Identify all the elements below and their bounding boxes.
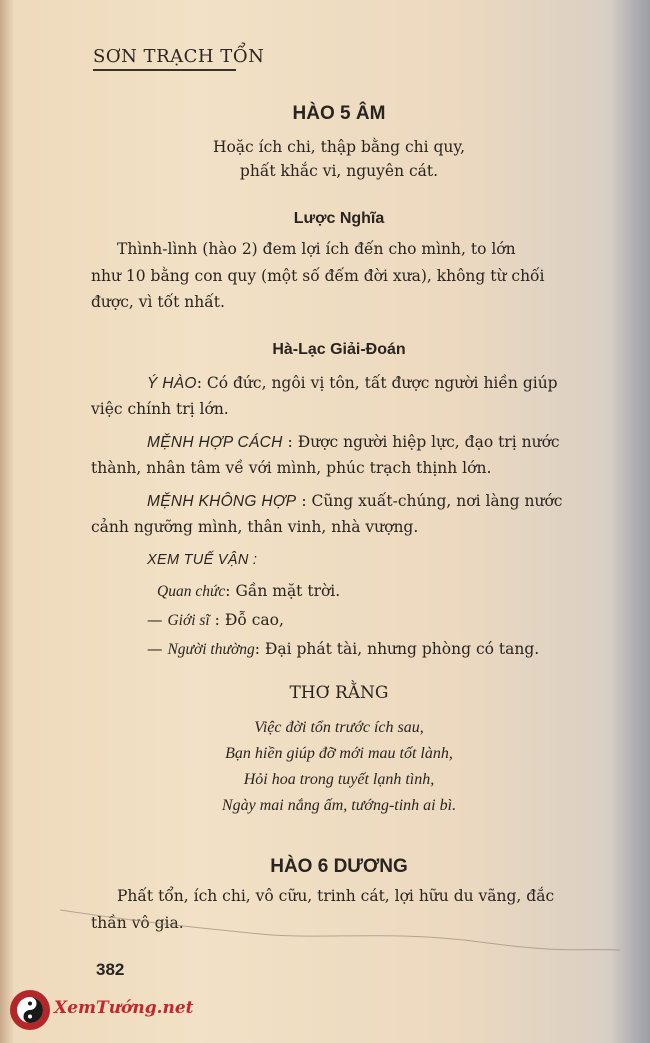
luoc-nghia-line-1: Thình-lình (hào 2) đem lợi ích đến cho mình, to lớn bbox=[117, 240, 516, 258]
hao5-verse-line-2: phất khắc vi, nguyên cát. bbox=[239, 162, 439, 180]
tho-rang-title: THƠ RẰNG bbox=[289, 683, 389, 703]
xem-tue-item-3: — Người thường: Đại phát tài, nhưng phòng có tang. bbox=[147, 640, 540, 658]
watermark-text: XemTướng.net bbox=[54, 998, 194, 1018]
poem-line-4: Ngày mai nắng ấm, tướng-tinh ai bì. bbox=[221, 797, 457, 814]
page-edge-shadow-left bbox=[0, 0, 14, 1043]
poem-line-3: Hỏi hoa trong tuyết lạnh tình, bbox=[243, 771, 435, 788]
y-hao-label: Ý HÀO bbox=[147, 375, 197, 392]
hao6-title: HÀO 6 DƯƠNG bbox=[270, 856, 408, 877]
poem-line-2: Bạn hiền giúp đỡ mới mau tốt lành, bbox=[225, 745, 453, 762]
y-hao-text: Có đức, ngôi vị tôn, tất được người hiền giúp bbox=[206, 374, 558, 392]
hao5-title: HÀO 5 ÂM bbox=[292, 103, 386, 124]
y-hao-line-2: việc chính trị lớn. bbox=[91, 400, 229, 418]
watermark-logo bbox=[10, 990, 194, 1034]
menh-khong-label: MỆNH KHÔNG HỢP bbox=[147, 493, 297, 510]
xem-tue-text-3: Đại phát tài, nhưng phòng có tang. bbox=[264, 640, 540, 658]
xem-tue-text-2: Đỗ cao, bbox=[224, 611, 284, 629]
y-hao-line-1: Ý HÀO: Có đức, ngôi vị tôn, tất được người hiền giúp bbox=[147, 374, 558, 392]
menh-hop-line-1: MỆNH HỢP CÁCH : Được người hiệp lực, đạo trị nước bbox=[147, 433, 560, 451]
xem-tue-label: XEM TUẾ VẬN : bbox=[147, 552, 258, 568]
xem-tue-text-1: Gần mặt trời. bbox=[235, 582, 341, 600]
xem-tue-who-1: Quan chức bbox=[157, 583, 226, 600]
yin-yang-icon bbox=[10, 990, 50, 1030]
giai-doan-title: Hà-Lạc Giải-Đoán bbox=[272, 341, 406, 358]
poem-line-1: Việc đời tổn trước ích sau, bbox=[254, 719, 424, 736]
luoc-nghia-line-3: được, vì tốt nhất. bbox=[91, 293, 225, 311]
page-edge-shadow-right bbox=[610, 0, 650, 1043]
hao5-verse-line-1: Hoặc ích chi, thập bằng chi quy, bbox=[212, 138, 466, 156]
menh-hop-line-2: thành, nhân tâm về với mình, phúc trạch thịnh lớn. bbox=[91, 459, 492, 477]
menh-khong-line-2: cảnh ngưỡng mình, thân vinh, nhà vượng. bbox=[91, 518, 419, 536]
menh-khong-line-1: MỆNH KHÔNG HỢP : Cũng xuất-chúng, nơi làng nước bbox=[147, 492, 563, 510]
xem-tue-who-2: Giới sĩ bbox=[167, 612, 210, 629]
luoc-nghia-title: Lược Nghĩa bbox=[293, 210, 385, 227]
running-title-rule bbox=[93, 69, 236, 71]
paper-crease bbox=[60, 900, 620, 960]
menh-hop-text: Được người hiệp lực, đạo trị nước bbox=[297, 433, 560, 451]
running-title: SƠN TRẠCH TỔN bbox=[93, 46, 265, 67]
luoc-nghia-line-2: như 10 bằng con quy (một số đếm đời xưa), không từ chối bbox=[91, 267, 545, 285]
menh-hop-label: MỆNH HỢP CÁCH bbox=[147, 434, 283, 451]
page-number: 382 bbox=[96, 960, 125, 979]
hao6-verse-line-2: thần vô gia. bbox=[91, 914, 184, 932]
menh-khong-text: Cũng xuất-chúng, nơi làng nước bbox=[311, 492, 563, 510]
xem-tue-item-2: — Giới sĩ : Đỗ cao, bbox=[147, 611, 284, 629]
xem-tue-item-1: Quan chức: Gần mặt trời. bbox=[157, 582, 341, 600]
hao6-verse-line-1: Phất tổn, ích chi, vô cữu, trinh cát, lợi hữu du vãng, đắc bbox=[117, 887, 555, 905]
xem-tue-who-3: Người thường bbox=[167, 641, 255, 658]
